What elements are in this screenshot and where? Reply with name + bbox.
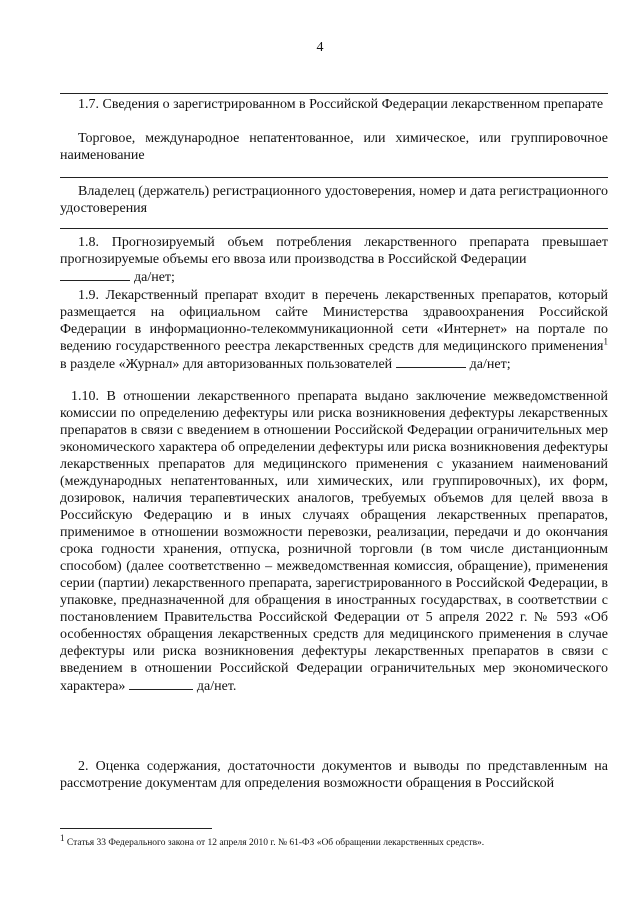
field-line	[60, 93, 608, 94]
answer-blank[interactable]	[60, 268, 130, 281]
owner-label: Владелец (держатель) регистрационного удостоверения, номер и дата регистрационного удостоверения	[60, 184, 608, 216]
paragraph-1-8	[60, 234, 608, 286]
answer-yes-no: да/нет.	[196, 679, 237, 694]
footnote-text: Статья 33 Федерального закона от 12 апреля 2010 г. № 61-ФЗ «Об обращении лекарственных средств».	[64, 838, 485, 848]
names-label: Торговое, международное непатентованное, или химическое, или группировочное наименование	[60, 131, 608, 163]
paragraph-2: 2. Оценка содержания, достаточности документов и выводы по представленным на рассмотрение документам для определения возможности обращения в Российской	[60, 759, 608, 791]
answer-blank[interactable]	[129, 677, 193, 690]
footnote	[60, 832, 608, 849]
paragraph-1-9	[60, 287, 608, 373]
paragraph-1-8-text: 1.8. Прогнозируемый объем потребления лекарственного препарата превышает прогнозируемые объемы его ввоза или производства в Российской Федерации	[60, 235, 608, 267]
paragraph-1-10	[60, 388, 608, 695]
paragraph-1-9-tail: в разделе «Журнал» для авторизованных пользователей	[60, 357, 393, 372]
answer-yes-no: да/нет;	[134, 270, 175, 285]
footnote-ref[interactable]: 1	[603, 336, 608, 347]
paragraph-1-9-text: 1.9. Лекарственный препарат входит в перечень лекарственных препаратов, который размещается на официальном сайте Министерства здравоохранения Российской Федерации в информационно-телекоммуникационной сети «Интернет» на портале по ведению государственного реестра лекарственных средств для медицинского применения	[60, 288, 608, 354]
field-line	[60, 228, 608, 229]
page-number: 4	[316, 40, 324, 55]
paragraph-1-7: 1.7. Сведения о зарегистрированном в Российской Федерации лекарственном препарате	[78, 97, 604, 112]
answer-blank[interactable]	[396, 355, 466, 368]
footnote-mark: 1	[60, 832, 65, 843]
paragraph-1-10-text: 1.10. В отношении лекарственного препарата выдано заключение межведомственной комиссии по определению дефектуры или риска возникновения дефектуры лекарственных препаратов в связи с введением в отношении Российской Федерации ограничительных мер экономического характера об определении дефектуры или риска возникновения дефектуры лекарственных препаратов для медицинского применения с указанием наименований (международных непатентованных, или химических, или группировочных), их форм, дозировок, наличия терапевтических аналогов, требуемых объемов для целей ввоза в Российскую Федерацию и в иных случаях обращения лекарственных препаратов, применимое в отношении возможности перевозки, реализации, передачи и до окончания срока годности хранения, отпуска, розничной торговли (в том числе дистанционным способом) (далее соответственно – межведомственная комиссия, обращение), применения серии (партии) лекарственного препарата, зарегистрированного в Российской Федерации, в упаковке, предназначенной для обращения в иностранных государствах, в соответствии с постановлением Правительства Российской Федерации от 5 апреля 2022 г. № 593 «Об особенностях обращения лекарственных средств для медицинского применения в случае дефектуры или риска возникновения дефектуры лекарственных препаратов в связи с введением в отношении Российской Федерации ограничительных мер экономического характера»	[60, 389, 608, 694]
field-line	[60, 177, 608, 178]
answer-yes-no: да/нет;	[469, 357, 511, 372]
footnote-separator	[60, 828, 212, 829]
